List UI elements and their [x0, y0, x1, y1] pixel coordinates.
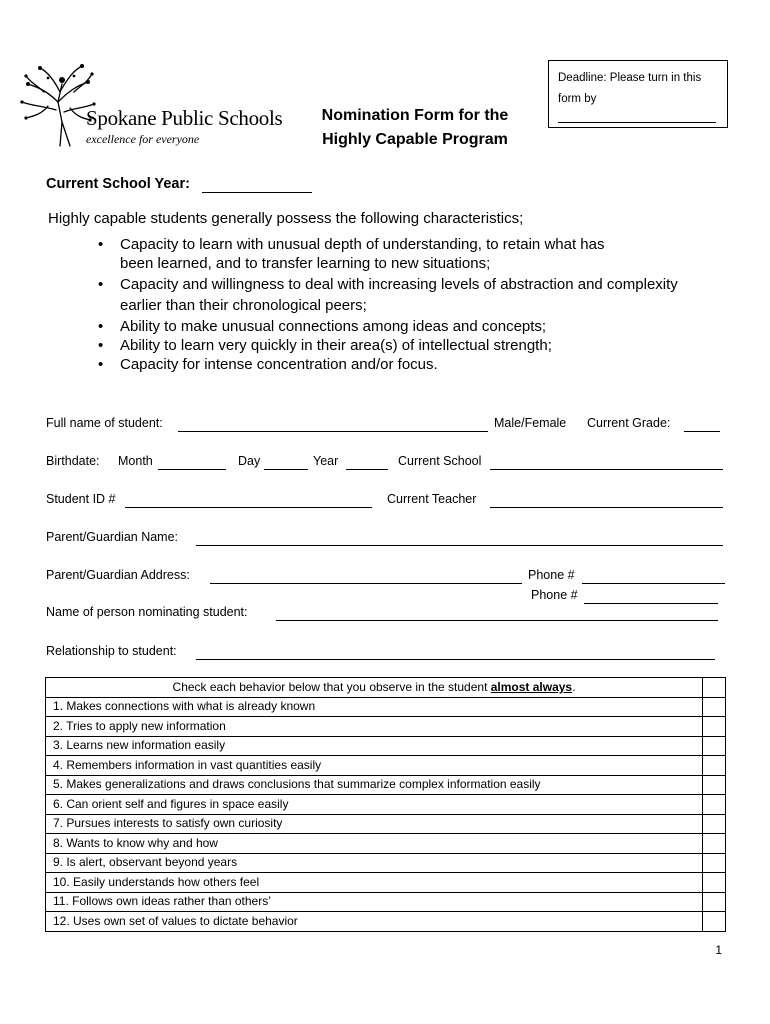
bullet-dot: • — [98, 337, 104, 354]
bullet-dot: • — [98, 318, 104, 335]
table-row — [46, 912, 726, 932]
nominator-blank[interactable] — [276, 620, 718, 621]
current-school-blank[interactable] — [490, 469, 723, 470]
nominator-label: Name of person nominating student: — [46, 605, 248, 619]
table-row — [46, 756, 726, 776]
deadline-line-1: Deadline: Please turn in this — [558, 72, 702, 84]
table-row — [46, 853, 726, 873]
characteristic-4: Ability to learn very quickly in their area(s) of intellectual strength; — [120, 337, 552, 354]
behavior-checkbox[interactable] — [703, 795, 726, 815]
guardian-address-label: Parent/Guardian Address: — [46, 568, 190, 582]
bullet-dot: • — [98, 356, 104, 373]
behavior-checkbox[interactable] — [703, 814, 726, 834]
characteristic-5: Capacity for intense concentration and/or focus. — [120, 356, 438, 373]
bullet-dot: • — [98, 236, 104, 253]
behavior-checkbox[interactable] — [703, 892, 726, 912]
checklist-header-emphasis: almost always — [490, 679, 573, 694]
table-row — [46, 795, 726, 815]
current-teacher-blank[interactable] — [490, 507, 723, 508]
full-name-label: Full name of student: — [46, 416, 163, 430]
student-id-label: Student ID # — [46, 492, 116, 506]
school-year-label — [46, 176, 190, 192]
table-row — [46, 814, 726, 834]
form-title-line-2: Highly Capable Program — [322, 131, 508, 148]
month-label: Month — [118, 454, 153, 468]
deadline-date-blank[interactable] — [558, 110, 716, 123]
behavior-checkbox[interactable] — [703, 834, 726, 854]
behavior-item: 2. Tries to apply new information — [46, 717, 703, 737]
full-name-blank[interactable] — [178, 431, 488, 432]
grade-label: Current Grade: — [587, 416, 671, 430]
behavior-item: 4. Remembers information in vast quantities easily — [46, 756, 703, 776]
form-title-line-1: Nomination Form for the — [321, 107, 509, 124]
current-school-label: Current School — [398, 454, 482, 468]
deadline-line-2: form by — [558, 93, 597, 105]
characteristic-1-line-2: been learned, and to transfer learning to new situations; — [120, 255, 491, 272]
behavior-item: 3. Learns new information easily — [46, 736, 703, 756]
behavior-checkbox[interactable] — [703, 697, 726, 717]
table-row — [46, 834, 726, 854]
day-label: Day — [238, 454, 261, 468]
behavior-item: 1. Makes connections with what is already known — [46, 697, 703, 717]
table-row — [46, 717, 726, 737]
table-row — [46, 873, 726, 893]
behavior-item: 5. Makes generalizations and draws conclusions that summarize complex information easily — [46, 775, 703, 795]
behavior-item: 8. Wants to know why and how — [46, 834, 703, 854]
guardian-address-blank[interactable] — [210, 583, 522, 584]
checklist-header-row — [46, 678, 726, 698]
characteristic-2-line-2: earlier than their chronological peers; — [120, 297, 367, 314]
gender-label: Male/Female — [494, 416, 567, 430]
phone-2-label: Phone # — [531, 588, 578, 602]
year-blank[interactable] — [346, 469, 388, 470]
table-row — [46, 775, 726, 795]
behavior-checkbox[interactable] — [703, 756, 726, 776]
guardian-name-blank[interactable] — [196, 545, 723, 546]
current-teacher-label: Current Teacher — [387, 492, 477, 506]
relationship-label: Relationship to student: — [46, 644, 177, 658]
checklist-header-text: Check each behavior below that you observe in the student — [172, 679, 491, 694]
behavior-item: 12. Uses own set of values to dictate behavior — [46, 912, 703, 932]
checklist-header-check-cell — [703, 678, 726, 698]
school-year-text: Current School Year: — [46, 176, 190, 192]
phone-1-label: Phone # — [528, 568, 575, 582]
characteristics-intro: Highly capable students generally possess the following characteristics; — [48, 210, 524, 227]
table-row — [46, 697, 726, 717]
guardian-name-label: Parent/Guardian Name: — [46, 530, 179, 544]
phone-2-blank[interactable] — [584, 603, 718, 604]
form-title — [300, 104, 530, 152]
characteristic-1-line-1: Capacity to learn with unusual depth of understanding, to retain what has — [120, 236, 605, 253]
checklist-header-suffix: . — [572, 679, 576, 694]
deadline-box — [548, 60, 728, 128]
behavior-checklist — [45, 677, 726, 932]
behavior-item: 11. Follows own ideas rather than others’ — [46, 892, 703, 912]
behavior-checkbox[interactable] — [703, 853, 726, 873]
behavior-checkbox[interactable] — [703, 775, 726, 795]
day-blank[interactable] — [264, 469, 308, 470]
table-row — [46, 736, 726, 756]
behavior-checkbox[interactable] — [703, 717, 726, 737]
relationship-blank[interactable] — [196, 659, 715, 660]
behavior-checkbox[interactable] — [703, 736, 726, 756]
bullet-dot: • — [98, 276, 104, 293]
behavior-checkbox[interactable] — [703, 873, 726, 893]
characteristic-2-line-1: Capacity and willingness to deal with increasing levels of abstraction and complexity — [120, 276, 678, 293]
year-label: Year — [313, 454, 339, 468]
school-year-blank[interactable] — [202, 192, 312, 193]
behavior-item: 9. Is alert, observant beyond years — [46, 853, 703, 873]
phone-1-blank[interactable] — [582, 583, 725, 584]
table-row — [46, 892, 726, 912]
school-logo — [18, 62, 288, 152]
month-blank[interactable] — [158, 469, 226, 470]
page-number: 1 — [715, 943, 722, 957]
behavior-item: 7. Pursues interests to satisfy own curiosity — [46, 814, 703, 834]
grade-blank[interactable] — [684, 431, 720, 432]
logo-school-name: Spokane Public Schools — [86, 106, 283, 130]
behavior-item: 6. Can orient self and figures in space easily — [46, 795, 703, 815]
characteristic-3: Ability to make unusual connections among ideas and concepts; — [120, 318, 547, 335]
behavior-item: 10. Easily understands how others feel — [46, 873, 703, 893]
behavior-checkbox[interactable] — [703, 912, 726, 932]
student-id-blank[interactable] — [125, 507, 372, 508]
birthdate-label: Birthdate: — [46, 454, 100, 468]
checklist-header — [46, 678, 703, 698]
logo-tagline: excellence for everyone — [86, 132, 200, 146]
